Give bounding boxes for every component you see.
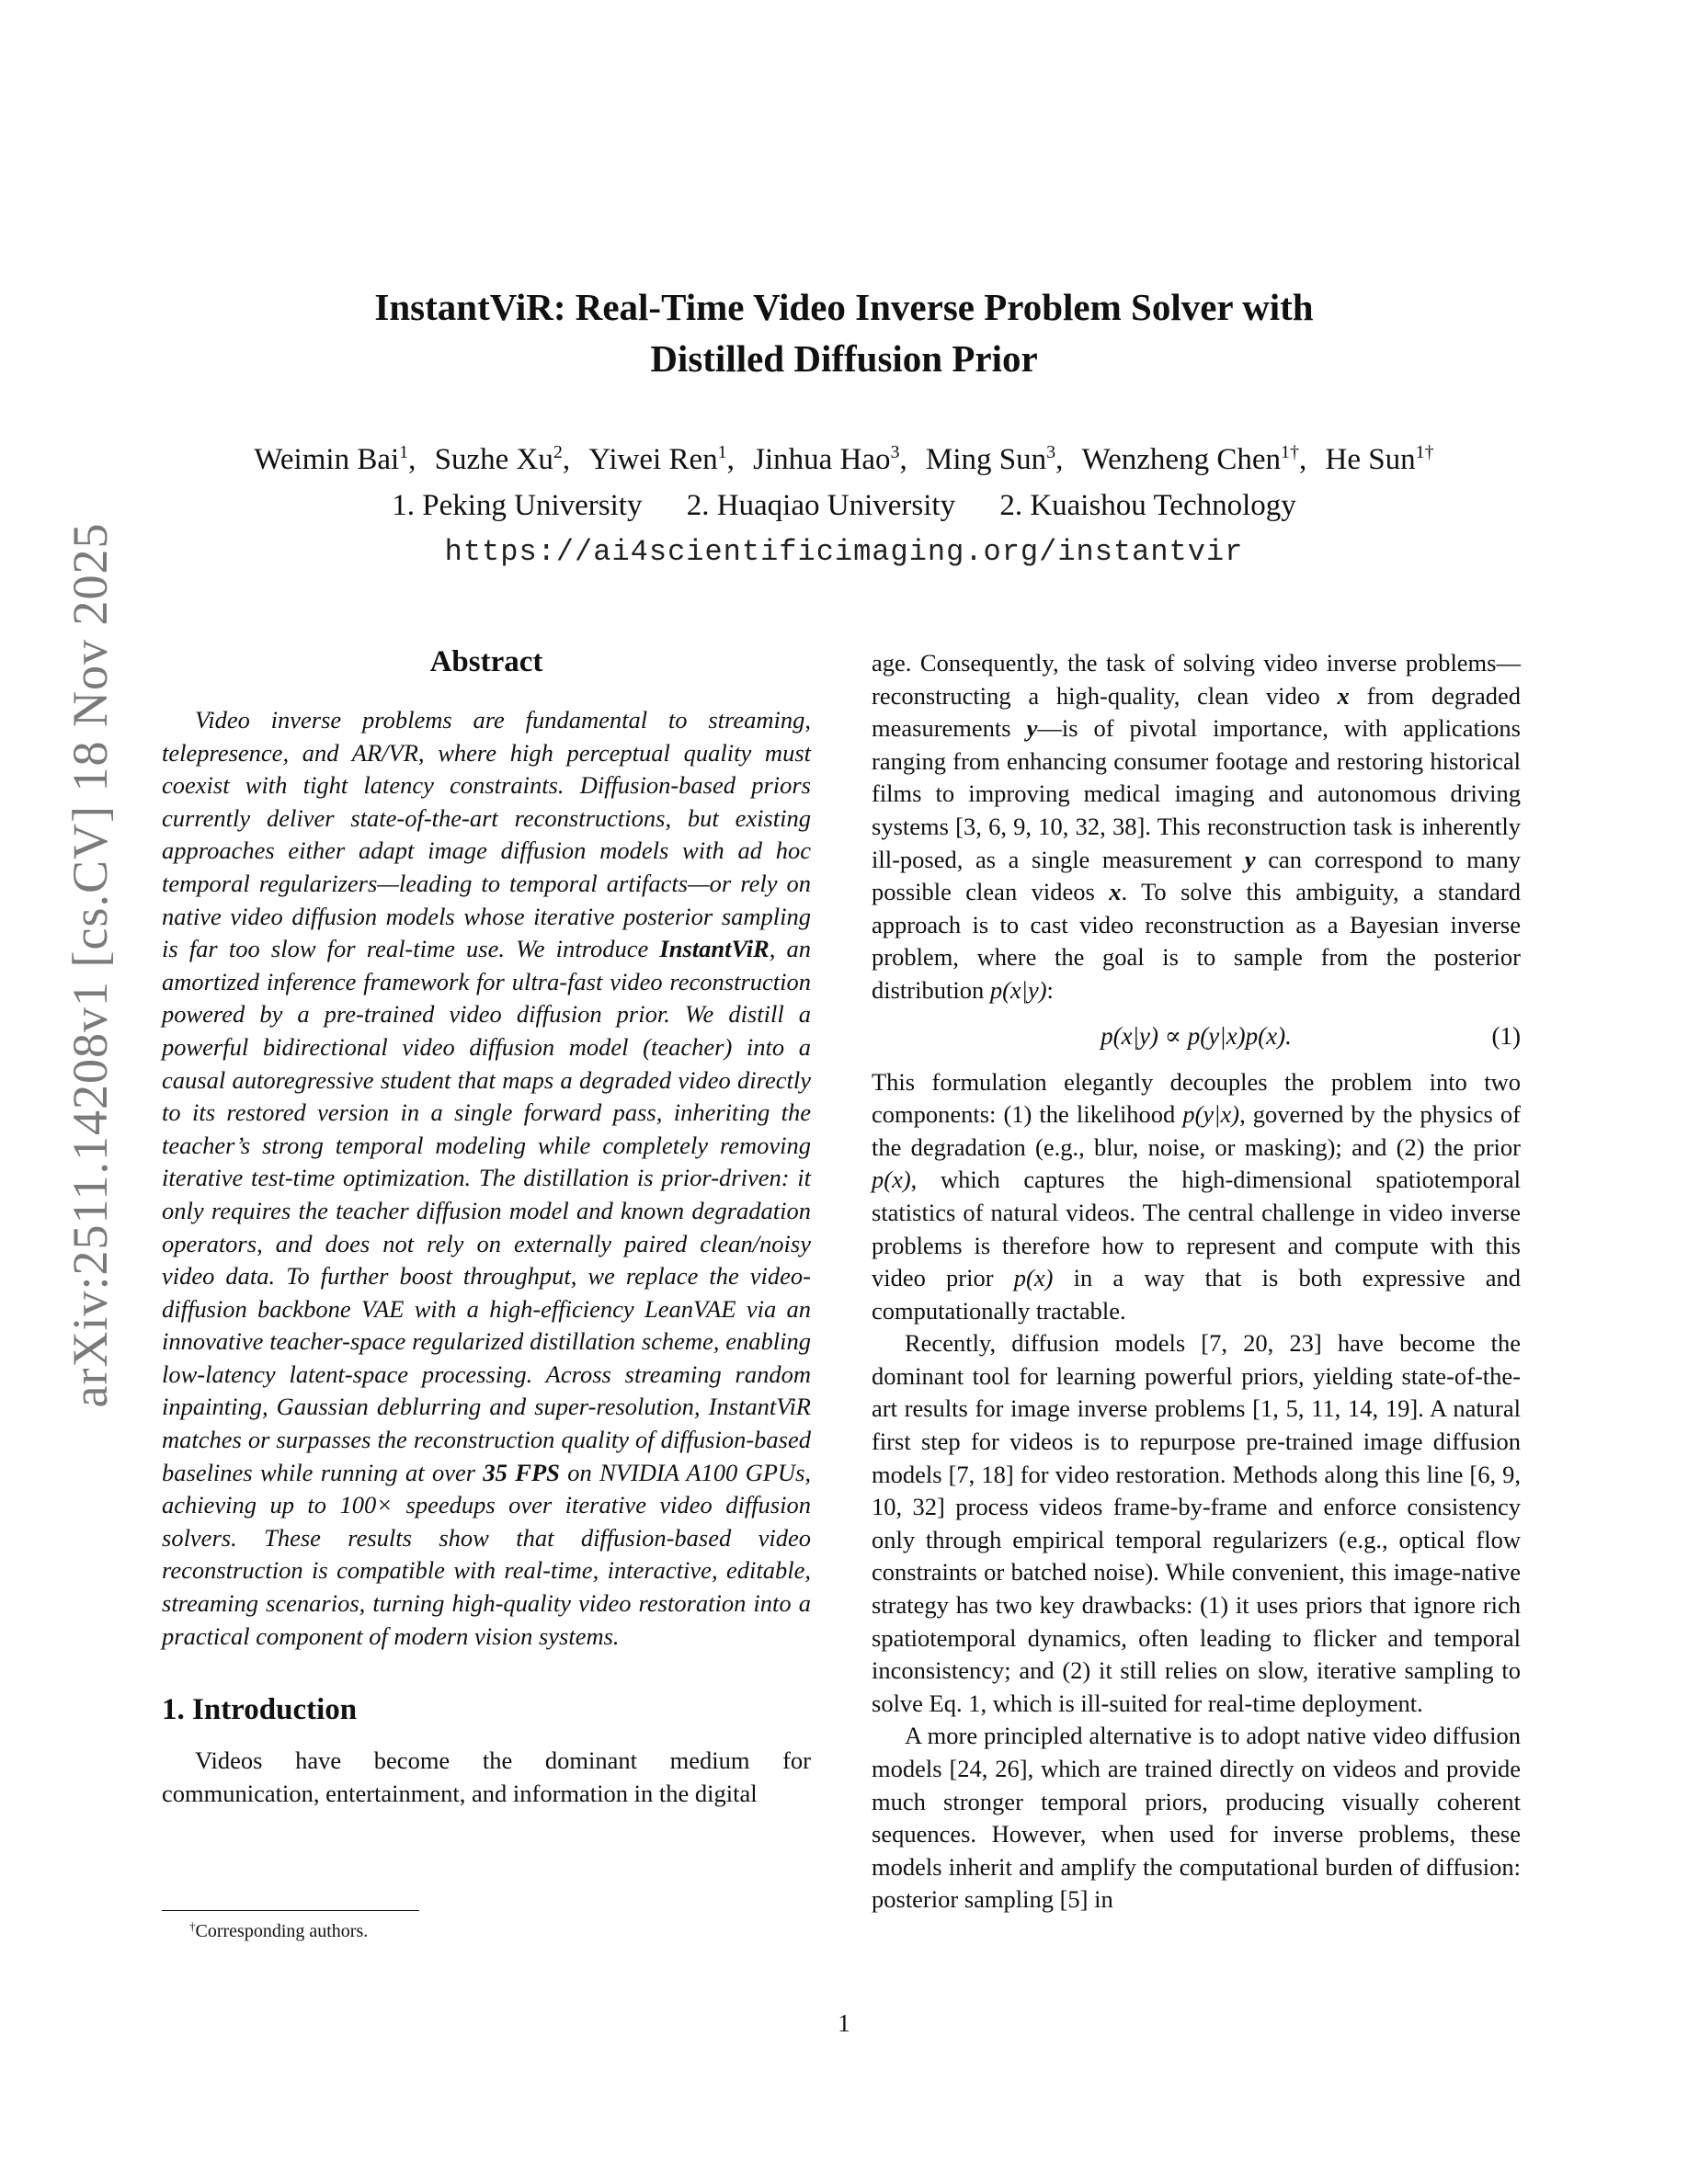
intro-paragraph: Recently, diffusion models [7, 20, 23] have become the dominant tool for learning powerful priors, yielding state-of-the-art results for image inverse problems [1, 5, 11, 14, 19]. A natural first step for videos is to repurpose pre-trained image diffusion models [7, 18] for video restoration. Methods along this line [6, 9, 10, 32] process videos frame-by-frame and enforce consistency only through empirical temporal regularizers (e.g., optical flow constraints or batched noise). While convenient, this image-native strategy has two key drawbacks: (1) it uses priors that ignore rich spatiotemporal dynamics, often leading to flicker and temporal inconsistency; and (2) it still relies on slow, iterative sampling to solve Eq. 1, which is ill-suited for real-time deployment. (872, 1329, 1521, 1717)
section-heading-introduction: 1. Introduction (162, 1693, 358, 1727)
author: Suzhe Xu$^2$, (434, 442, 571, 476)
equation-body: p(x|y) ∝ p(y|x)p(x). (1101, 1021, 1292, 1050)
project-url[interactable]: https://ai4scientificimaging.org/instantvir (444, 535, 1244, 569)
intro-paragraph: Videos have become the dominant medium for communication, entertainment, and information in the digital (162, 1746, 811, 1807)
paper-title (0, 281, 1688, 384)
abstract-heading: Abstract (429, 645, 543, 678)
author-list (0, 443, 1688, 476)
affiliation: 2. Huaqiao University (686, 489, 956, 522)
equation-number: (1) (1491, 1021, 1521, 1050)
intro-paragraph: A more principled alternative is to adopt native video diffusion models [24, 26], which are trained directly on videos and provide much stronger temporal priors, producing visually coherent sequences. However, when used for inverse problems, these models inherit and amplify the computational burden of diffusion: posterior sampling [5] in (872, 1722, 1521, 1914)
arxiv-identifier: arXiv:2511.14208v1 [cs.CV] 18 Nov 2025 (63, 522, 118, 1408)
title-line-2: Distilled Diffusion Prior (650, 337, 1038, 380)
left-column (162, 643, 811, 1810)
author: Weimin Bai$^1$, (254, 442, 416, 476)
method-name: InstantViR (659, 935, 770, 963)
right-column (872, 647, 1521, 1917)
intro-paragraph: age. Consequently, the task of solving video inverse problems—reconstructing a high-quality, clean video x from degraded measurements y—is of pivotal importance, with applications ranging from enhancing consumer footage and restoring historical films to improving medical imaging and autonomous driving systems [3, 6, 9, 10, 32, 38]. This reconstruction task is inherently ill-posed, as a single measurement y can correspond to many possible clean videos x. To solve this ambiguity, a standard approach is to cast video reconstruction as a Bayesian inverse problem, where the goal is to sample from the posterior distribution p(x|y): (872, 649, 1522, 1004)
author: Jinhua Hao$^3$, (753, 442, 907, 476)
footnote-divider (162, 1910, 419, 1911)
abstract-text: Video inverse problems are fundamental to streaming, telepresence, and AR/VR, where high perceptual quality must coexist with tight latency constraints. Diffusion-based priors currently deliver state-of-the-art reconstructions, but existing approaches either adapt image diffusion models with ad hoc temporal regularizers—leading to temporal artifacts—or rely on native video diffusion models whose iterative posterior sampling is far too slow for real-time use. We introduce InstantViR, an amortized inference framework for ultra-fast video reconstruction powered by a pre-trained video diffusion prior. We distill a powerful bidirectional video diffusion model (teacher) into a causal autoregressive student that maps a degraded video directly to its restored version in a single forward pass, inheriting the teacher’s strong temporal modeling while completely removing iterative test-time optimization. The distillation is prior-driven: it only requires the teacher diffusion model and known degradation operators, and does not rely on externally paired clean/noisy video data. To further boost throughput, we replace the video-diffusion backbone VAE with a high-efficiency LeanVAE via an innovative teacher-space regularized distillation scheme, enabling low-latency latent-space processing. Across streaming random inpainting, Gaussian deblurring and super-resolution, InstantViR matches or surpasses the reconstruction quality of diffusion-based baselines while running at over 35 FPS on NVIDIA A100 GPUs, achieving up to 100× speedups over iterative video diffusion solvers. These results show that diffusion-based video reconstruction is compatible with real-time, interactive, editable, streaming scenarios, turning high-quality video restoration into a practical component of modern vision systems. (162, 706, 812, 1650)
author: Wenzheng Chen$^{1\dagger}$, (1081, 442, 1307, 476)
title-line-1: InstantViR: Real-Time Video Inverse Problem Solver with (374, 286, 1314, 328)
intro-paragraph: This formulation elegantly decouples the problem into two components: (1) the likelihood p(y|x), governed by the physics of the degradation (e.g., blur, noise, or masking); and (2) the prior p(x), which captures the high-dimensional spatiotemporal statistics of natural videos. The central challenge in video inverse problems is therefore how to represent and compute with this video prior p(x) in a way that is both expressive and computationally tractable. (872, 1067, 1522, 1325)
author: He Sun$^{1\dagger}$ (1325, 442, 1434, 476)
page-number: 1 (838, 2009, 850, 2037)
fps-highlight: 35 FPS (483, 1458, 560, 1486)
footnote: †Corresponding authors. (189, 1919, 369, 1941)
equation-1 (872, 1017, 1521, 1055)
affiliation: 1. Peking University (392, 489, 643, 522)
affiliation: 2. Kuaishou Technology (999, 489, 1296, 522)
affiliations (0, 489, 1688, 522)
author: Ming Sun$^3$, (926, 442, 1064, 476)
author: Yiwei Ren$^1$, (588, 442, 735, 476)
